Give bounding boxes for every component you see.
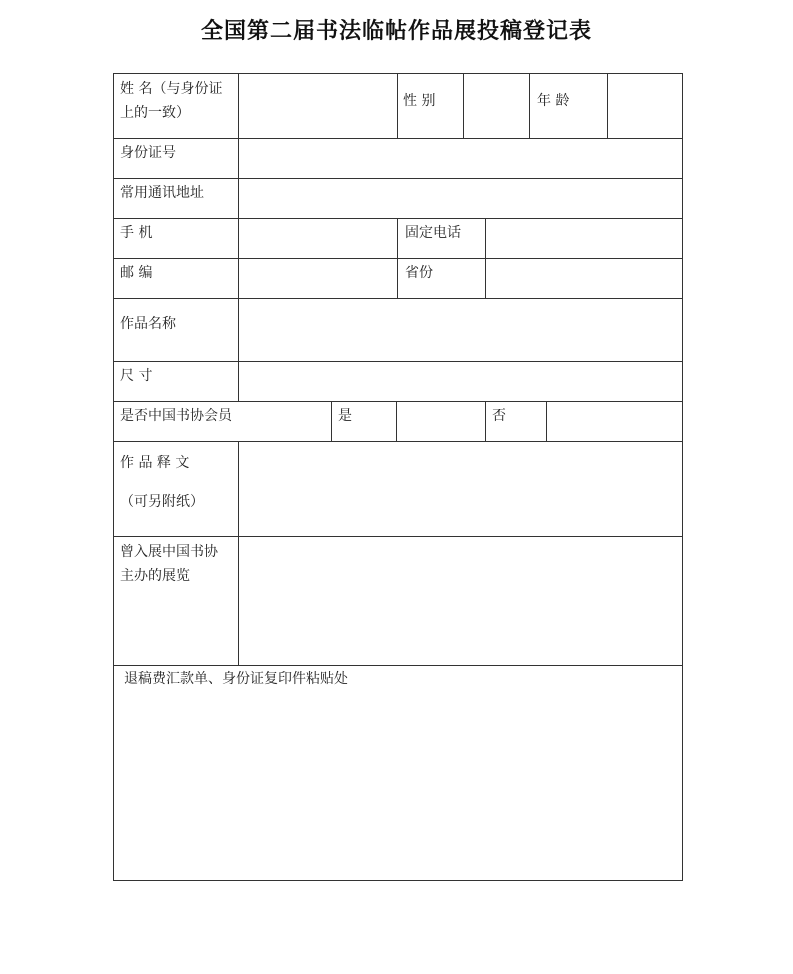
member-no-label: 否 <box>492 408 506 424</box>
member-no-field[interactable] <box>547 402 682 441</box>
registration-form <box>113 73 683 881</box>
postcode-label: 邮 编 <box>120 265 153 281</box>
mobile-field[interactable] <box>239 219 397 258</box>
exhibitions-field[interactable] <box>239 537 682 665</box>
member-question-label: 是否中国书协会员 <box>120 408 232 424</box>
member-yes-label: 是 <box>338 408 352 424</box>
landline-field[interactable] <box>486 219 682 258</box>
address-label: 常用通讯地址 <box>120 185 204 201</box>
gender-field[interactable] <box>464 74 529 138</box>
row-divider <box>114 665 682 666</box>
province-label: 省份 <box>405 265 433 281</box>
paste-area-label: 退稿费汇款单、身份证复印件粘贴处 <box>124 671 348 687</box>
size-label: 尺 寸 <box>120 368 153 384</box>
name-label-note: 上的一致） <box>120 105 190 121</box>
size-field[interactable] <box>239 362 682 401</box>
interpretation-label: 作 品 释 文 <box>120 455 190 471</box>
work-name-label: 作品名称 <box>120 316 176 332</box>
name-field[interactable] <box>239 74 397 138</box>
id-number-label: 身份证号 <box>120 145 176 161</box>
age-field[interactable] <box>608 74 682 138</box>
form-title: 全国第二届书法临帖作品展投稿登记表 <box>200 19 592 44</box>
exhibitions-label-line2: 主办的展览 <box>120 568 190 584</box>
interpretation-note: （可另附纸） <box>120 494 204 510</box>
work-name-field[interactable] <box>239 299 682 361</box>
column-divider <box>529 74 530 138</box>
postcode-field[interactable] <box>239 259 397 298</box>
gender-label: 性 别 <box>403 93 436 109</box>
id-number-field[interactable] <box>239 139 682 178</box>
interpretation-field[interactable] <box>239 442 682 536</box>
column-divider <box>331 401 332 441</box>
mobile-label: 手 机 <box>120 225 153 241</box>
exhibitions-label: 曾入展中国书协 <box>120 544 218 560</box>
paste-area-field[interactable] <box>114 694 682 880</box>
column-divider <box>485 401 486 441</box>
province-field[interactable] <box>486 259 682 298</box>
member-yes-field[interactable] <box>397 402 485 441</box>
landline-label: 固定电话 <box>405 225 461 241</box>
name-label: 姓 名（与身份证 <box>120 81 223 97</box>
address-field[interactable] <box>239 179 682 218</box>
age-label: 年 龄 <box>537 93 570 109</box>
column-divider <box>397 74 398 138</box>
column-divider <box>397 218 398 298</box>
